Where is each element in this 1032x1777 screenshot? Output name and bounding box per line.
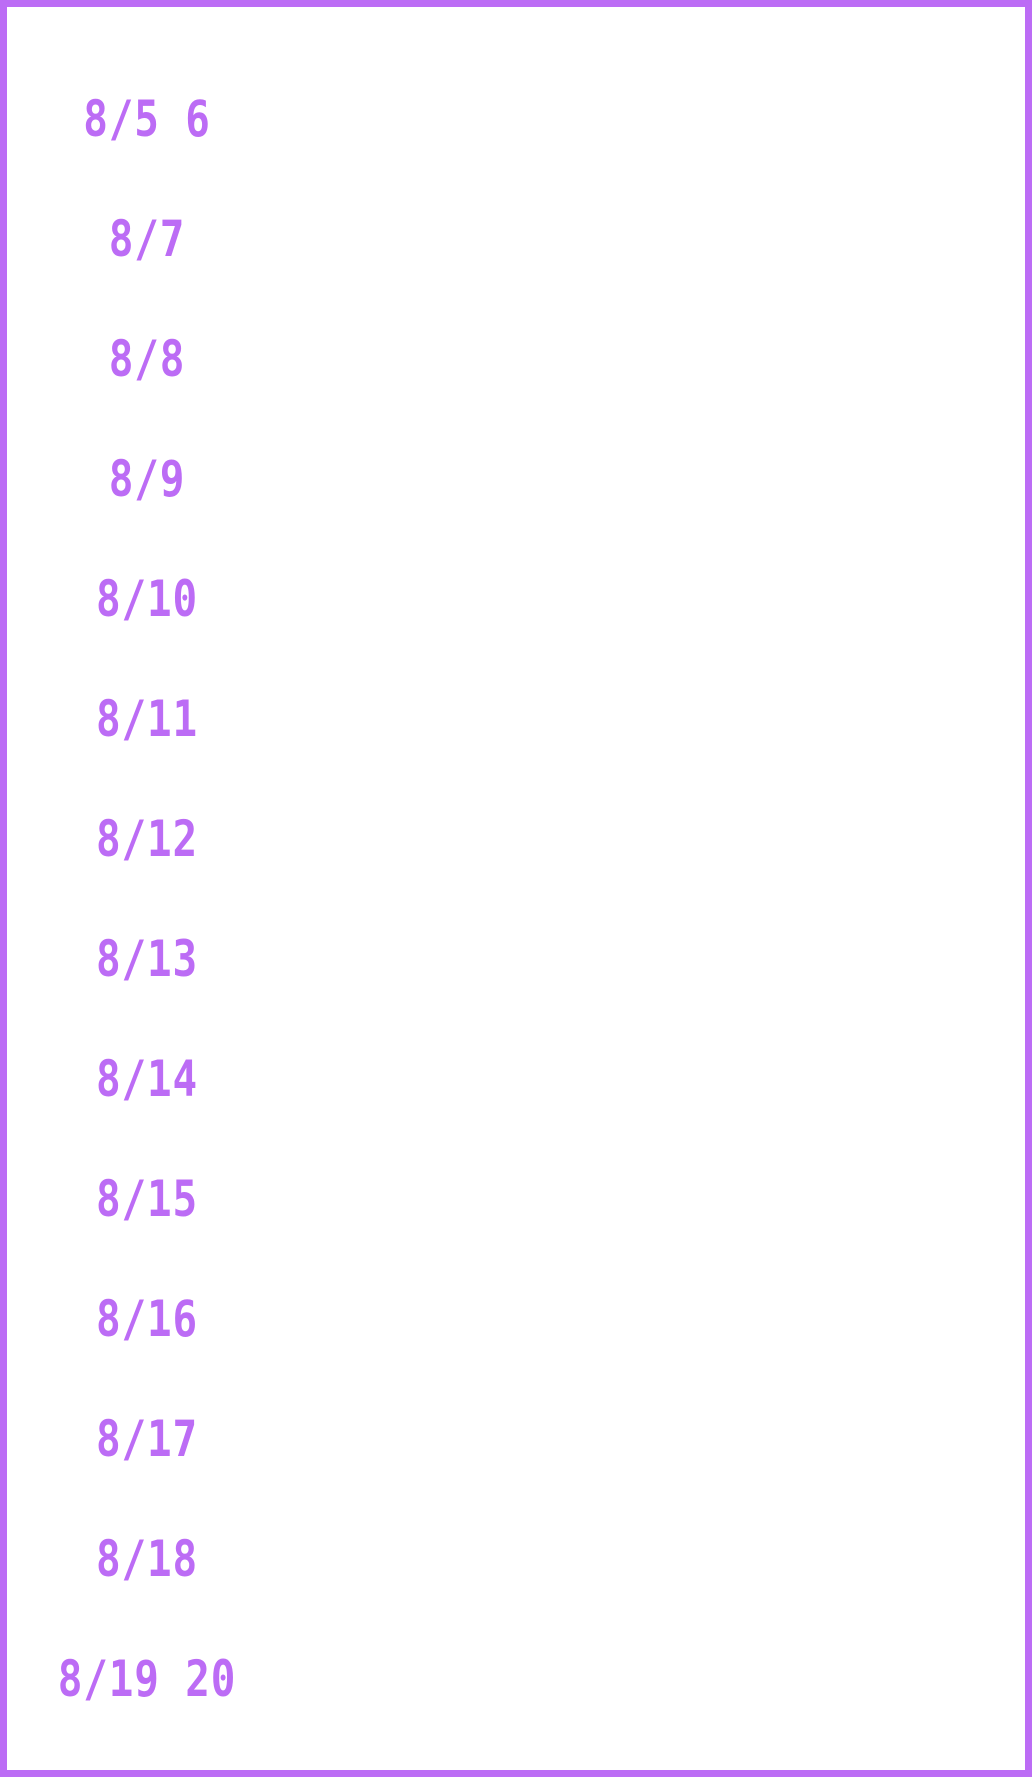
date-item-8-18: 8/18 [95,1530,199,1588]
date-item-8-5-6: 8/5 6 [83,90,211,148]
date-item-8-7: 8/7 [108,210,186,268]
date-item-8-10: 8/10 [95,570,199,628]
date-item-8-8: 8/8 [108,330,186,388]
date-item-8-12: 8/12 [95,810,199,868]
date-item-8-15: 8/15 [95,1170,199,1228]
date-item-8-11: 8/11 [95,690,199,748]
date-item-8-14: 8/14 [95,1050,199,1108]
date-item-8-16: 8/16 [95,1290,199,1348]
date-list [7,59,287,1739]
date-item-8-19-20: 8/19 20 [57,1650,237,1708]
date-item-8-13: 8/13 [95,930,199,988]
date-item-8-9: 8/9 [108,450,186,508]
date-item-8-17: 8/17 [95,1410,199,1468]
